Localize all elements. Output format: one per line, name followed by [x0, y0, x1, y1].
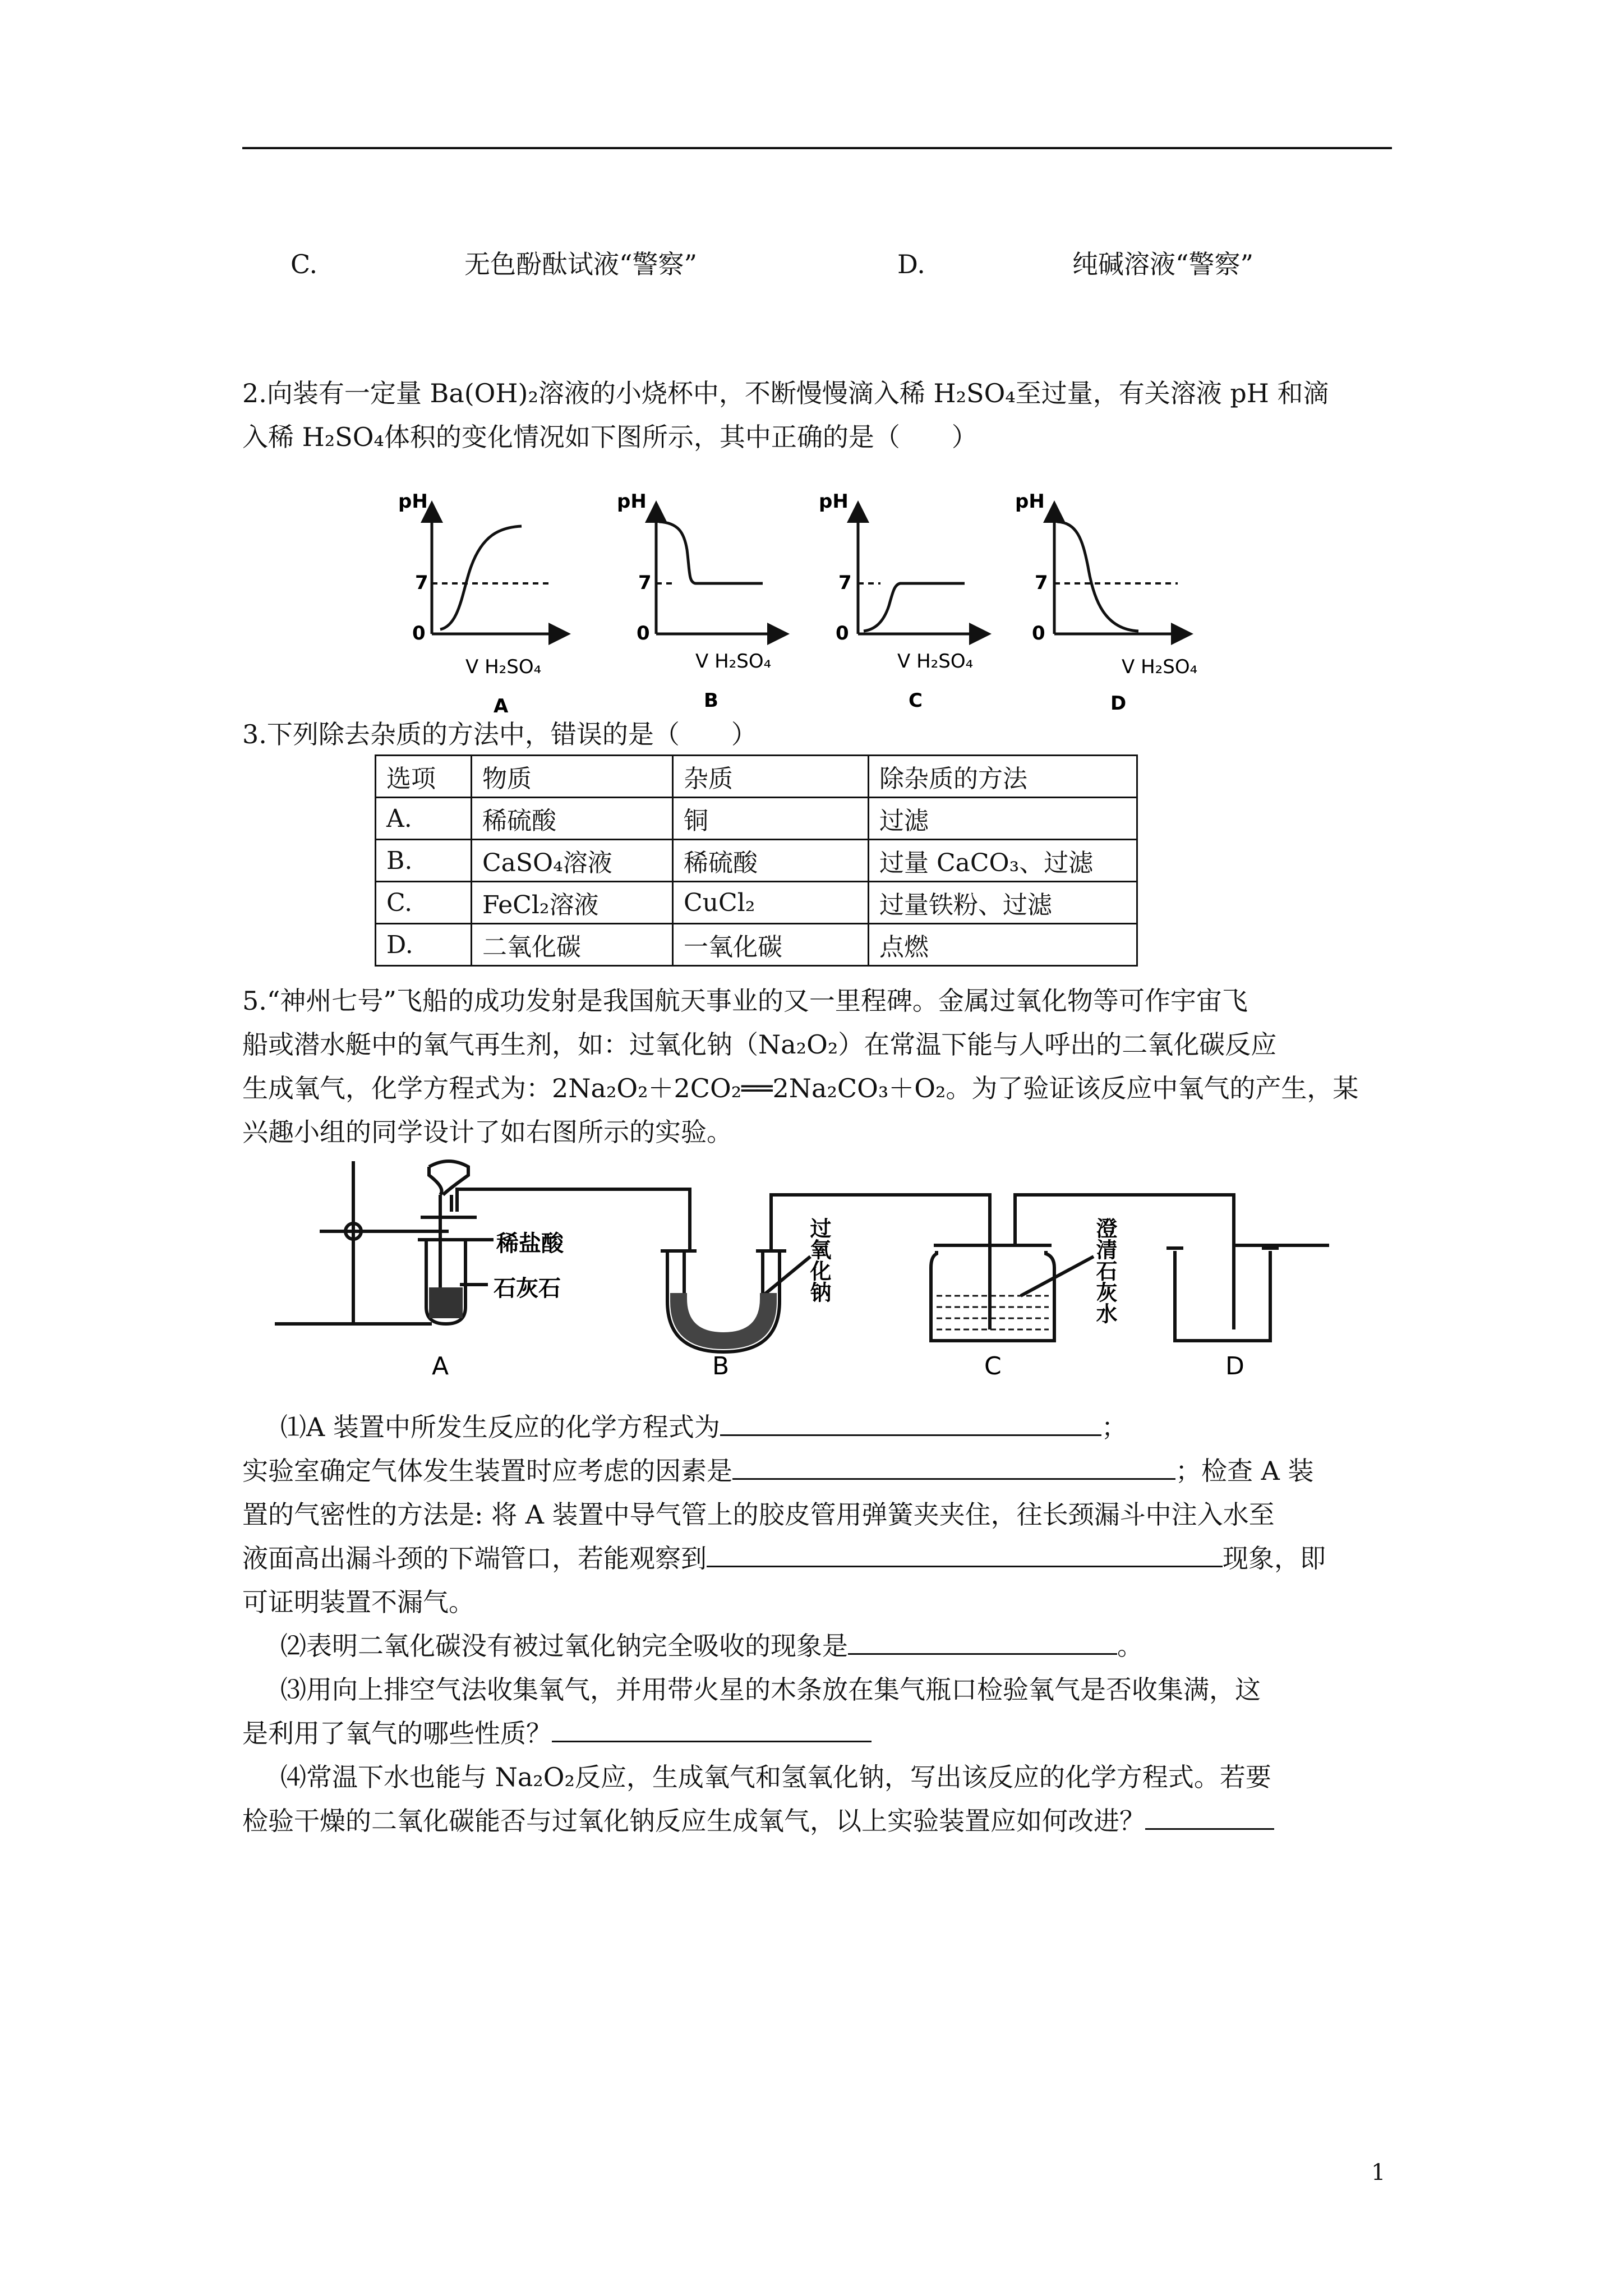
- answer-blank-6[interactable]: [1145, 1806, 1274, 1830]
- label-na2o2: 过氧化钠: [806, 1217, 831, 1303]
- graph-b-seven: 7: [638, 572, 652, 594]
- graph-c-seven: 7: [838, 572, 852, 594]
- label-limestone: 石灰石: [494, 1276, 561, 1301]
- answer-blank-3[interactable]: [707, 1543, 1223, 1567]
- graph-a-seven: 7: [415, 572, 428, 594]
- page-number: 1: [1371, 2160, 1386, 2185]
- label-limewater: 澄清石灰水: [1092, 1217, 1117, 1324]
- table-cell: 过量 CaCO₃、过滤: [869, 840, 1137, 882]
- q5-part1-line5: 可证明装置不漏气。: [242, 1587, 474, 1617]
- table-header-cell: 除杂质的方法: [869, 756, 1137, 798]
- q5-part2-text: ⑵表明二氧化碳没有被过氧化钠完全吸收的现象是: [280, 1631, 848, 1661]
- q1-option-c-text: 无色酚酞试液“警察”: [464, 249, 698, 279]
- graph-c-label: C: [909, 689, 923, 712]
- table-cell: A.: [376, 798, 472, 840]
- q5-part3-b-text: 是利用了氧气的哪些性质？: [242, 1718, 552, 1749]
- q5-part1-a-text: ⑴A 装置中所发生反应的化学方程式为: [280, 1412, 720, 1442]
- graph-b-y-label: pH: [617, 490, 647, 513]
- graph-d-seven: 7: [1035, 572, 1048, 594]
- table-cell: 铜: [673, 798, 869, 840]
- q5-intro-line1: 5.“神州七号”飞船的成功发射是我国航天事业的又一里程碑。金属过氧化物等可作宇宙飞: [242, 986, 1248, 1016]
- answer-blank-5[interactable]: [552, 1718, 872, 1742]
- q5-part1-b-end: ；检查 A 装: [1175, 1456, 1314, 1486]
- answer-blank-4[interactable]: [848, 1631, 1117, 1655]
- q5-part4-line2: [242, 1799, 1274, 1843]
- q5-part4-b-text: 检验干燥的二氧化碳能否与过氧化钠反应生成氧气，以上实验装置应如何改进？: [242, 1806, 1145, 1836]
- table-row: [376, 840, 1137, 882]
- q5-part1-line3: 置的气密性的方法是: 将 A 装置中导气管上的胶皮管用弹簧夹夹住，往长颈漏斗中注入水至: [242, 1499, 1275, 1530]
- answer-blank-2[interactable]: [732, 1456, 1175, 1480]
- q5-part3-line2: [242, 1711, 872, 1755]
- graph-c-x-label: V H₂SO₄: [897, 650, 974, 673]
- q5-part3-line1: ⑶用向上排空气法收集氧气，并用带火星的木条放在集气瓶口检验氧气是否收集满，这: [280, 1674, 1261, 1705]
- graph-c: [819, 490, 987, 712]
- q2-line2: 入稀 H₂SO₄体积的变化情况如下图所示，其中正确的是（ ）: [242, 422, 978, 452]
- graph-b-x-label: V H₂SO₄: [695, 650, 772, 673]
- table-cell: 点燃: [869, 924, 1137, 966]
- table-row: [376, 882, 1137, 924]
- label-d: D: [1225, 1352, 1244, 1380]
- q5-part1-line1: [280, 1405, 1127, 1449]
- table-cell: C.: [376, 882, 472, 924]
- table-cell: CaSO₄溶液: [472, 840, 673, 882]
- q1-option-d-label: D.: [897, 249, 925, 279]
- graph-b-label: B: [704, 689, 718, 712]
- label-b: B: [712, 1352, 730, 1380]
- graph-a: [398, 490, 566, 717]
- q5-part1-a-end: ；: [1101, 1412, 1127, 1442]
- graph-d-origin: 0: [1032, 622, 1045, 645]
- q1-option-d-text: 纯碱溶液“警察”: [1072, 249, 1254, 279]
- table-header-cell: 选项: [376, 756, 472, 798]
- table-header-cell: 物质: [472, 756, 673, 798]
- graph-c-y-label: pH: [819, 490, 849, 513]
- q5-intro-line4: 兴趣小组的同学设计了如右图所示的实验。: [242, 1117, 732, 1147]
- table-cell: 过量铁粉、过滤: [869, 882, 1137, 924]
- table-header-row: [376, 756, 1137, 798]
- q5-part1-line4: [242, 1536, 1326, 1580]
- graph-d-label: D: [1110, 692, 1127, 715]
- graph-c-origin: 0: [836, 622, 849, 645]
- apparatus-diagram: [264, 1156, 1346, 1380]
- q1-option-c-label: C.: [291, 249, 318, 279]
- graph-a-label: A: [494, 695, 509, 717]
- table-cell: B.: [376, 840, 472, 882]
- answer-blank-1[interactable]: [720, 1412, 1101, 1436]
- graph-a-origin: 0: [412, 622, 426, 645]
- graph-d-y-label: pH: [1015, 490, 1045, 513]
- table-cell: D.: [376, 924, 472, 966]
- table-row: [376, 924, 1137, 966]
- ph-graphs: [381, 482, 1234, 718]
- graph-d: [1015, 490, 1197, 715]
- q2-line1: 2.向装有一定量 Ba(OH)₂溶液的小烧杯中，不断慢慢滴入稀 H₂SO₄至过量，有关溶液 pH 和滴: [242, 378, 1329, 408]
- table-header-cell: 杂质: [673, 756, 869, 798]
- graph-b-origin: 0: [637, 622, 650, 645]
- graph-a-y-label: pH: [398, 490, 428, 513]
- q5-part4-line1: ⑷常温下水也能与 Na₂O₂反应，生成氧气和氢氧化钠，写出该反应的化学方程式。若要: [280, 1762, 1271, 1792]
- label-hcl: 稀盐酸: [496, 1231, 564, 1257]
- q5-intro-line2: 船或潜水艇中的氧气再生剂，如：过氧化钠（Na₂O₂）在常温下能与人呼出的二氧化碳反应: [242, 1029, 1277, 1060]
- graph-a-x-label: V H₂SO₄: [465, 656, 542, 678]
- table-cell: 过滤: [869, 798, 1137, 840]
- header-rule: [242, 147, 1392, 149]
- q5-part1-b-text: 实验室确定气体发生装置时应考虑的因素是: [242, 1456, 732, 1486]
- table-cell: FeCl₂溶液: [472, 882, 673, 924]
- q3-title: 3.下列除去杂质的方法中，错误的是（ ）: [242, 719, 757, 749]
- table-cell: 稀硫酸: [472, 798, 673, 840]
- q5-part1-line2: [242, 1449, 1313, 1493]
- table-cell: CuCl₂: [673, 882, 869, 924]
- graph-d-x-label: V H₂SO₄: [1122, 656, 1198, 678]
- label-a: A: [432, 1352, 449, 1380]
- q5-part2-end: 。: [1117, 1631, 1143, 1661]
- q5-part2: [280, 1624, 1143, 1668]
- table-cell: 二氧化碳: [472, 924, 673, 966]
- q5-part1-d-text: 液面高出漏斗颈的下端管口，若能观察到: [242, 1543, 707, 1573]
- q5-intro-line3: 生成氧气，化学方程式为：2Na₂O₂＋2CO₂══2Na₂CO₃＋O₂。为了验证该反应中氧气的产生，某: [242, 1073, 1359, 1103]
- table-cell: 一氧化碳: [673, 924, 869, 966]
- q5-part1-d-end: 现象，即: [1223, 1543, 1326, 1573]
- table-cell: 稀硫酸: [673, 840, 869, 882]
- label-c: C: [984, 1352, 1002, 1380]
- q3-table: [375, 754, 1138, 967]
- graph-b: [617, 490, 785, 712]
- table-row: [376, 798, 1137, 840]
